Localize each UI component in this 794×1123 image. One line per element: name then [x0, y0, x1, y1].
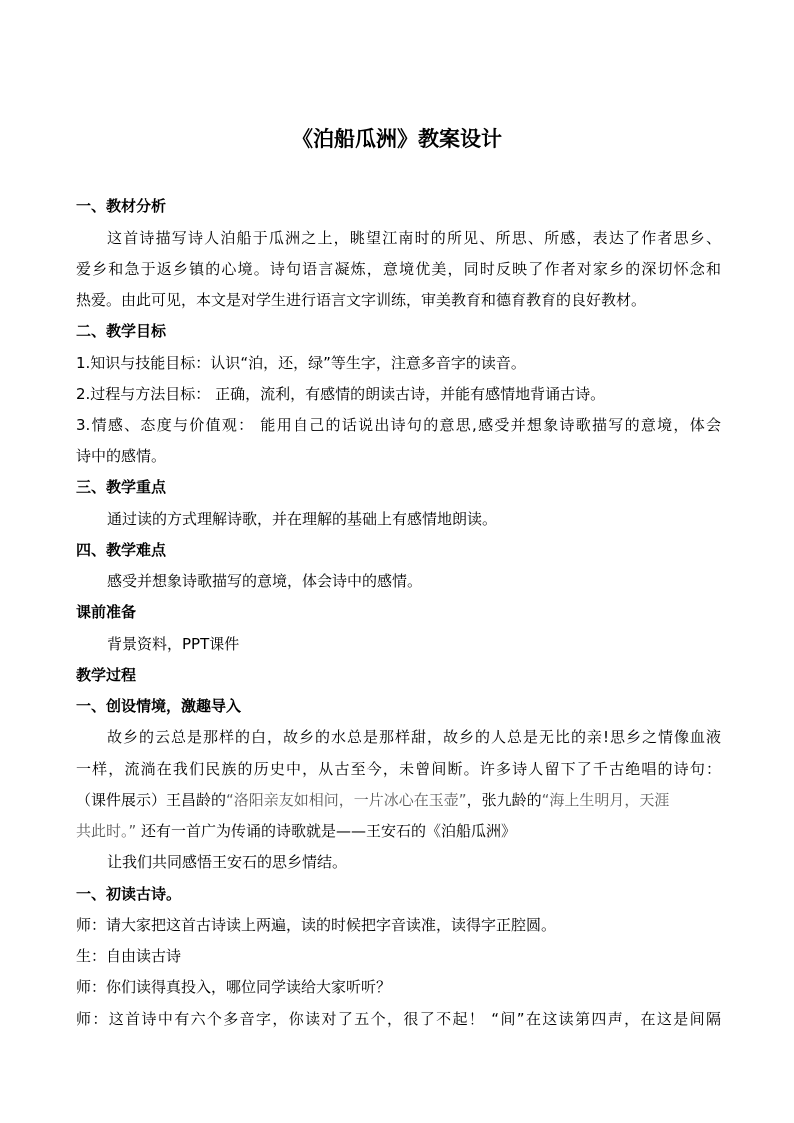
preparation-text: 背景资料，PPT课件	[107, 635, 240, 653]
dialogue-line: 师：你们读得真投入，哪位同学读给大家听听？	[76, 978, 392, 996]
poem-quote: “洛阳亲友如相问，一片冰心在玉壶”	[226, 791, 467, 809]
heading-difficulties: 四、教学难点	[76, 541, 167, 559]
difficulties-text: 感受并想象诗歌描写的意境，体会诗中的感情。	[107, 572, 423, 590]
goal-item-2: 2.过程与方法目标： 正确，流利，有感情的朗读古诗，并能有感情地背诵古诗。	[76, 385, 606, 403]
heading-preparation: 课前准备	[76, 603, 137, 621]
dialogue-line: 师：请大家把这首古诗读上两遍，读的时候把字音读准，读得字正腔圆。	[76, 916, 557, 934]
poem-quote: 共此时。”	[76, 822, 137, 840]
paragraph-line: 这首诗描写诗人泊船于瓜洲之上，眺望江南时的所见、所思、所感，表达了作者思乡、	[107, 229, 721, 247]
text-run: ，张九龄的	[466, 791, 542, 809]
dialogue-line: 生：自由读古诗	[76, 947, 182, 965]
paragraph-line	[76, 821, 721, 841]
paragraph-line: 爱乡和急于返乡镇的心境。诗句语言凝炼，意境优美，同时反映了作者对家乡的深切怀念和	[76, 260, 721, 278]
goal-item-3-cont: 诗中的感情。	[76, 447, 167, 465]
paragraph-line: 让我们共同感悟王安石的思乡情结。	[107, 853, 348, 871]
heading-step-2: 一、初读古诗。	[76, 885, 182, 903]
key-points-text: 通过读的方式理解诗歌，并在理解的基础上有感情地朗读。	[107, 510, 498, 528]
heading-teaching-process: 教学过程	[76, 666, 137, 684]
paragraph-line: 一样，流淌在我们民族的历史中，从古至今，未曾间断。许多诗人留下了千古绝唱的诗句：	[76, 760, 721, 778]
paragraph-line: 故乡的云总是那样的白，故乡的水总是那样甜，故乡的人总是无比的亲!思乡之情像血液	[107, 728, 721, 746]
heading-key-points: 三、教学重点	[76, 478, 167, 496]
goal-item-3: 3.情感、态度与价值观： 能用自己的话说出诗句的意思,感受并想象诗歌描写的意境，体会	[76, 416, 721, 434]
dialogue-line: 师：这首诗中有六个多音字，你读对了五个，很了不起！ “间”在这读第四声，在这是间隔	[76, 1010, 721, 1028]
heading-step-1: 一、创设情境，激趣导入	[76, 697, 242, 715]
goal-item-1: 1.知识与技能目标：认识“泊，还，绿”等生字，注意多音字的读音。	[76, 354, 526, 372]
poem-quote: “海上生明月，天涯	[541, 791, 670, 809]
text-run: 还有一首广为传诵的诗歌就是——王安石的《泊船瓜洲》	[136, 822, 517, 840]
paragraph-line: 热爱。由此可见，本文是对学生进行语言文字训练，审美教育和德育教育的良好教材。	[76, 291, 647, 309]
heading-textbook-analysis: 一、教材分析	[76, 197, 167, 215]
paragraph-line	[76, 790, 721, 810]
heading-teaching-goals: 二、教学目标	[76, 322, 167, 340]
document-title: 《泊船瓜洲》教案设计	[292, 127, 502, 151]
text-run: （课件展示）王昌龄的	[76, 791, 227, 809]
